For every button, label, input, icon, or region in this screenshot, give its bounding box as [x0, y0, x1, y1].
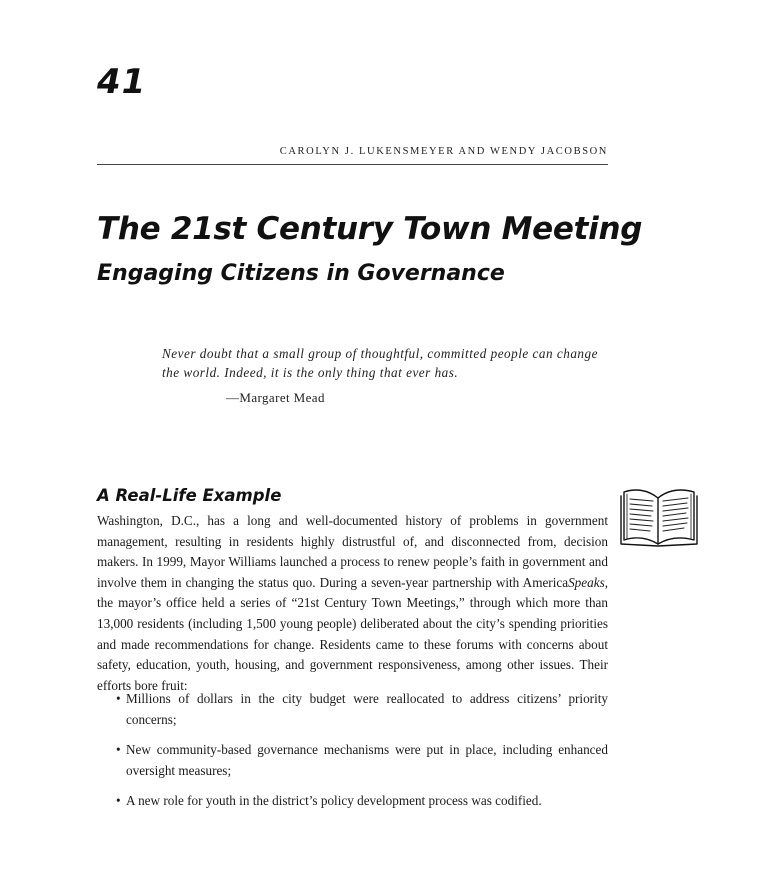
epigraph-quote: Never doubt that a small group of thoughtful, committed people can change the world. Indeed, it is the only thing that ever has.: [162, 346, 598, 380]
open-book-icon: [618, 484, 700, 550]
header-rule: [97, 164, 608, 165]
list-item: • Millions of dollars in the city budget were reallocated to address citizens’ priority concerns;: [116, 691, 608, 727]
running-header-authors: CAROLYN J. LUKENSMEYER AND WENDY JACOBSON: [279, 146, 608, 157]
outcome-list: [97, 689, 608, 822]
list-item: • New community-based governance mechanisms were put in place, including enhanced oversight measures;: [116, 742, 608, 778]
bullet-symbol: •: [116, 793, 121, 809]
chapter-title: The 21st Century Town Meeting: [97, 211, 643, 247]
bullet-symbol: •: [116, 742, 121, 758]
bullet-symbol: •: [116, 691, 121, 706]
paragraph-text: Washington, D.C., has a long and well-documented history of problems in government management, resulting in residents highly distrustful of, and disconnected from, decision makers. In 1999, Mayor Williams launched a process to renew people’s faith in government and involve them in changing the status quo. During a seven-year partnership with AmericaSpeaks, the mayor’s office held a series of “21st Century Town Meetings,” through which more than 13,000 residents (including 1,500 young people) deliberated about the city’s spending priorities and made recommendations for change. Residents came to these forums with concerns about safety, education, youth, housing, and government responsiveness, among other issues. Their efforts bore fruit:: [97, 513, 608, 693]
section-heading: A Real-Life Example: [97, 486, 282, 505]
italic-word: Speaks: [568, 574, 605, 590]
chapter-subtitle: Engaging Citizens in Governance: [97, 261, 505, 286]
epigraph-attribution: —Margaret Mead: [226, 390, 325, 405]
list-item: • A new role for youth in the district’s policy development process was codified.: [97, 791, 608, 812]
body-paragraph: [97, 511, 608, 696]
chapter-number: 41: [97, 62, 147, 102]
